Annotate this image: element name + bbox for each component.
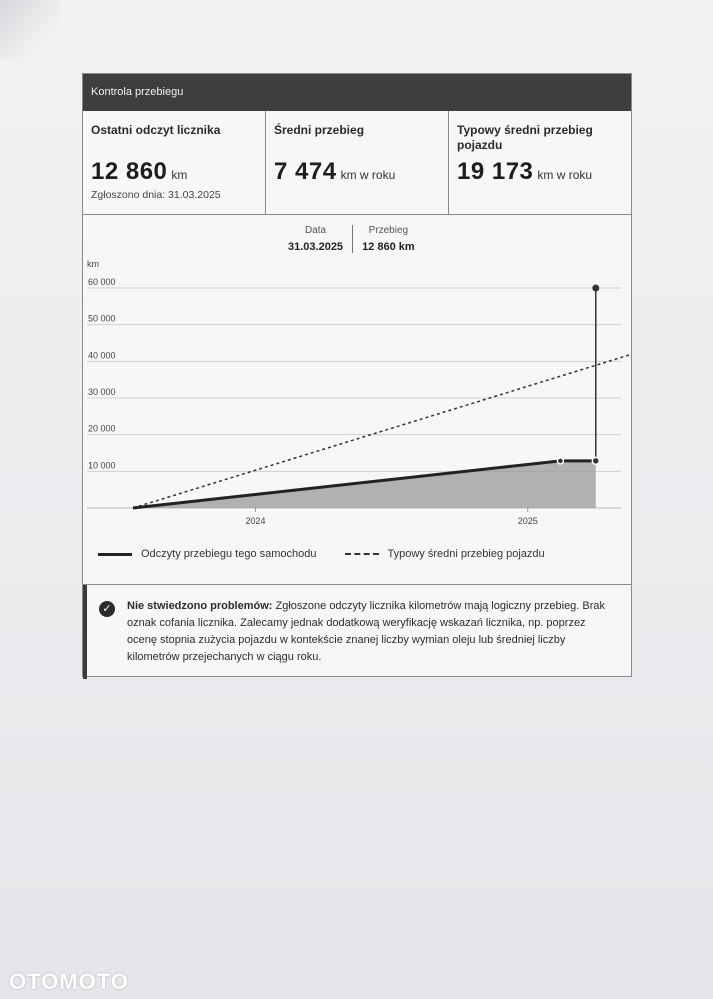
y-tick-label: 60 000 xyxy=(88,277,116,287)
tooltip-date-label: Data xyxy=(304,225,327,236)
tooltip-date-value: 31.03.2025 xyxy=(288,241,344,253)
stat-value-row xyxy=(274,158,395,186)
status-note xyxy=(83,585,631,679)
chart-tooltip xyxy=(279,225,424,253)
stat-value-row xyxy=(91,158,187,186)
stat-value: 12 860 xyxy=(91,158,168,185)
mileage-card xyxy=(82,73,632,677)
marker-top-point xyxy=(592,285,599,292)
y-tick-label: 10 000 xyxy=(88,460,116,471)
stat-value-row xyxy=(457,158,592,186)
stat-label: Typowy średni przebieg pojazdu xyxy=(457,123,593,152)
stat-average-mileage xyxy=(266,111,449,214)
stat-label: Średni przebieg xyxy=(274,123,365,137)
legend-label-car: Odczyty przebiegu tego samochodu xyxy=(141,548,317,560)
stats-row xyxy=(83,111,631,215)
chart-svg xyxy=(83,215,631,545)
y-tick-label: 20 000 xyxy=(88,423,116,434)
x-tick-label: 2025 xyxy=(517,516,538,526)
y-tick-label: 50 000 xyxy=(88,313,116,324)
stat-reported-date: Zgłoszono dnia: 31.03.2025 xyxy=(91,189,221,201)
card-header: Kontrola przebiegu xyxy=(83,74,631,111)
stat-value: 19 173 xyxy=(457,158,534,185)
marker-point xyxy=(592,457,599,464)
note-text: Zgłoszone odczyty licznika kilometrów mają logiczny przebieg. Brak oznak cofania licznika. Zalecamy jednak dodatkową weryfikację wskazań licznika, np. poprzez ocenę stopnia zużycia pojazdu w kontekście znanej liczby wymian oleju lub średniej liczby kilometrów przejechanych w ciągu roku. xyxy=(127,600,606,663)
x-tick-label: 2024 xyxy=(245,516,266,526)
tooltip-mileage-value: 12 860 km xyxy=(362,241,415,253)
check-circle-icon: ✓ xyxy=(99,601,115,617)
stat-last-reading xyxy=(83,111,266,214)
mileage-chart xyxy=(83,215,631,585)
y-tick-label: 30 000 xyxy=(88,387,116,397)
otomoto-logo: OTOMOTO xyxy=(9,969,129,994)
stat-unit: km w roku xyxy=(340,168,396,182)
stat-value: 7 474 xyxy=(274,158,337,185)
stat-label: Ostatni odczyt licznika xyxy=(91,123,221,137)
stat-typical-mileage xyxy=(449,111,631,214)
legend-swatch-solid xyxy=(98,553,132,556)
legend-swatch-dashed xyxy=(345,553,379,555)
y-axis-unit: km xyxy=(87,259,99,269)
tooltip-mileage xyxy=(352,225,424,253)
stat-unit: km w roku xyxy=(537,168,593,182)
legend-item-car xyxy=(98,548,317,560)
legend-label-typical: Typowy średni przebieg pojazdu xyxy=(387,548,545,560)
paper-fold-shadow xyxy=(0,0,60,60)
legend-item-typical xyxy=(345,548,545,560)
y-tick-label: 40 000 xyxy=(88,350,116,361)
tooltip-date xyxy=(279,225,352,253)
chart-legend xyxy=(98,548,573,560)
data-point xyxy=(557,458,563,464)
stat-unit: km xyxy=(171,168,188,182)
note-title: Nie stwiedzono problemów: xyxy=(127,600,273,612)
tooltip-mileage-label: Przebieg xyxy=(368,225,409,236)
